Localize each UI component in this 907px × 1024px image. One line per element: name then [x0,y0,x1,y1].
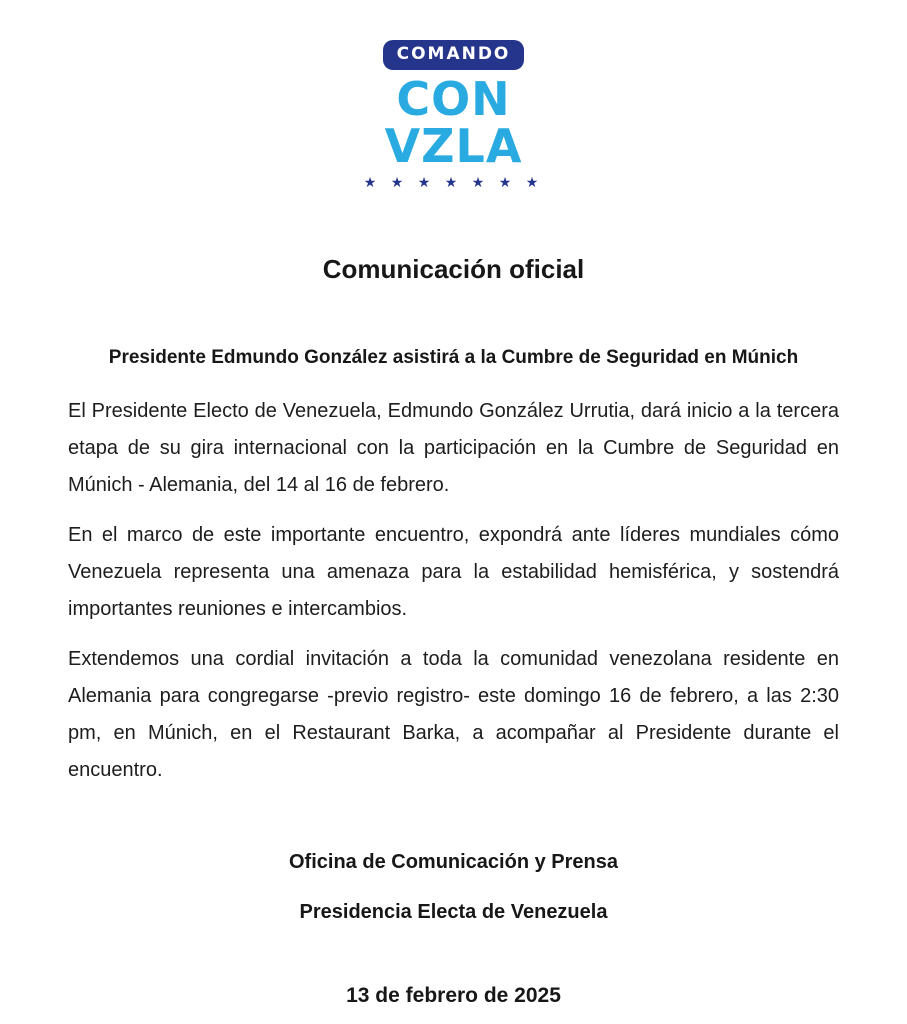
comando-con-vzla-logo [0,0,907,190]
body-paragraph-3: Extendemos una cordial invitación a toda la comunidad venezolana residente en Alemania para congregarse -previo registro- este domingo 16 de febrero, a las 2:30 pm, en Múnich, en el Restaurant Barka, a acompañar al Presidente durante el encuentro. [68,648,839,781]
comando-badge: COMANDO [383,40,525,70]
body-paragraph-1: El Presidente Electo de Venezuela, Edmundo González Urrutia, dará inicio a la tercera etapa de su gira internacional con la participación en la Cumbre de Seguridad en Múnich - Alemania, del 14 al 16 de febrero. [68,400,839,496]
logo-word-vzla: VZLA [384,119,523,173]
page-title: Comunicación oficial [322,254,585,284]
signature-office: Oficina de Comunicación y Prensa [289,851,618,873]
communique-date: 13 de febrero de 2025 [346,984,561,1007]
body-paragraph-2: En el marco de este importante encuentro, expondrá ante líderes mundiales cómo Venezuela representa una amenaza para la estabilidad hemisférica, y sostendrá importantes reuniones e intercambios. [68,524,839,620]
seven-stars-icon: ★ ★ ★ ★ ★ ★ ★ [363,175,544,191]
signature-presidency: Presidencia Electa de Venezuela [299,901,608,923]
communique-body [68,393,839,789]
signature-block [0,851,907,924]
logo-word-con: CON [396,72,511,126]
communique-headline: Presidente Edmundo González asistirá a la Cumbre de Seguridad en Múnich [108,347,799,368]
